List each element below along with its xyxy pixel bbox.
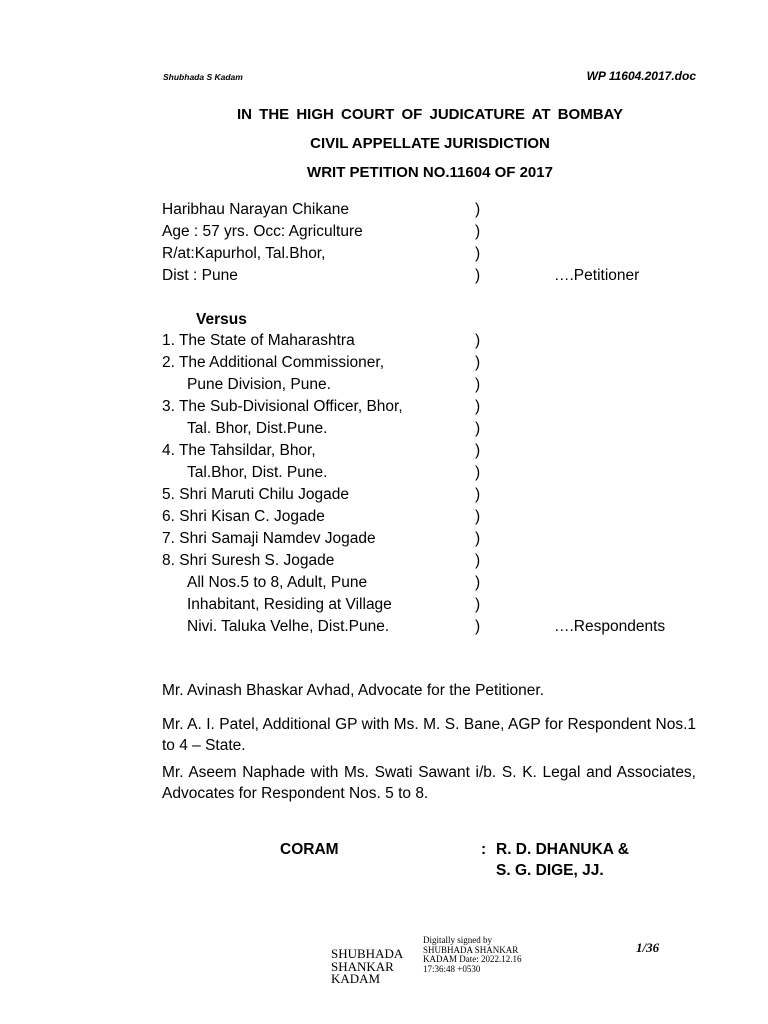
header-author: Shubhada S Kadam (163, 72, 243, 82)
respondent-line (162, 398, 682, 420)
respondent-text: Pune Division, Pune. (187, 376, 331, 393)
appearance-respondents: Mr. Aseem Naphade with Ms. Swati Sawant i/b. S. K. Legal and Associates, Advocates for Respondent Nos. 5 to 8. (162, 764, 696, 802)
respondent-text: Tal. Bhor, Dist.Pune. (187, 420, 328, 437)
respondent-line (162, 596, 682, 618)
petitioner-line (162, 223, 682, 245)
bracket: ) (475, 201, 481, 218)
petitioner-text: Age : 57 yrs. Occ: Agriculture (162, 223, 363, 240)
signature-details: Digitally signed by SHUBHADA SHANKAR KADAM Date: 2022.12.16 17:36:48 +0530 (423, 935, 522, 974)
respondent-line (162, 574, 682, 596)
bracket: ) (475, 245, 481, 262)
respondent-text: Tal.Bhor, Dist. Pune. (187, 464, 328, 481)
petitioner-role: ….Petitioner (554, 267, 640, 284)
jurisdiction-title: CIVIL APPELLATE JURISDICTION (310, 135, 550, 152)
respondent-line (162, 530, 682, 552)
petitioner-text: Haribhau Narayan Chikane (162, 201, 349, 218)
bracket: ) (475, 442, 481, 459)
petitioner-line (162, 201, 682, 223)
petitioner-text: Dist : Pune (162, 267, 238, 284)
bracket: ) (475, 596, 481, 613)
bracket: ) (475, 530, 481, 547)
coram-judge-2: S. G. DIGE, JJ. (496, 862, 604, 879)
respondent-line (162, 618, 682, 640)
respondent-text: 5. Shri Maruti Chilu Jogade (162, 486, 349, 503)
respondent-text: 4. The Tahsildar, Bhor, (162, 442, 316, 459)
respondent-text: 6. Shri Kisan C. Jogade (162, 508, 325, 525)
respondent-line (162, 508, 682, 530)
respondent-line (162, 376, 682, 398)
respondent-text: Inhabitant, Residing at Village (187, 596, 392, 613)
versus-label: Versus (196, 311, 247, 328)
respondent-line (162, 332, 682, 354)
respondent-text: All Nos.5 to 8, Adult, Pune (187, 574, 368, 591)
signature-name: SHUBHADA SHANKAR KADAM (331, 946, 403, 986)
bracket: ) (475, 486, 481, 503)
respondent-text: 2. The Additional Commissioner, (162, 354, 384, 371)
respondent-text: 8. Shri Suresh S. Jogade (162, 552, 335, 569)
appearance-state: Mr. A. I. Patel, Additional GP with Ms. M. S. Bane, AGP for Respondent Nos.1 to 4 – State. (162, 716, 696, 754)
respondent-text: 3. The Sub-Divisional Officer, Bhor, (162, 398, 403, 415)
petitioner-line (162, 267, 682, 289)
petition-number-title: WRIT PETITION NO.11604 OF 2017 (307, 164, 553, 181)
respondent-text: Nivi. Taluka Velhe, Dist.Pune. (187, 618, 390, 635)
bracket: ) (475, 420, 481, 437)
coram-label: CORAM (280, 841, 339, 858)
header-doc-name: WP 11604.2017.doc (586, 69, 696, 83)
respondent-text: 1. The State of Maharashtra (162, 332, 355, 349)
bracket: ) (475, 267, 481, 284)
page-number: 1/36 (636, 940, 660, 955)
respondent-line (162, 464, 682, 486)
respondent-line (162, 442, 682, 464)
bracket: ) (475, 508, 481, 525)
bracket: ) (475, 354, 481, 371)
bracket: ) (475, 332, 481, 349)
court-title: IN THE HIGH COURT OF JUDICATURE AT BOMBAY (236, 106, 623, 123)
respondent-text: 7. Shri Samaji Namdev Jogade (162, 530, 376, 547)
appearance-petitioner: Mr. Avinash Bhaskar Avhad, Advocate for the Petitioner. (162, 682, 544, 699)
bracket: ) (475, 398, 481, 415)
bracket: ) (475, 464, 481, 481)
bracket: ) (475, 618, 481, 635)
respondent-line (162, 420, 682, 442)
bracket: ) (475, 574, 481, 591)
bracket: ) (475, 376, 481, 393)
coram-separator: : (481, 841, 487, 858)
bracket: ) (475, 552, 481, 569)
bracket: ) (475, 223, 481, 240)
petitioner-line (162, 245, 682, 267)
respondents-role: ….Respondents (554, 618, 666, 635)
petitioner-text: R/at:Kapurhol, Tal.Bhor, (162, 245, 326, 262)
respondent-line (162, 552, 682, 574)
respondent-line (162, 486, 682, 508)
coram-judge-1: R. D. DHANUKA & (496, 841, 629, 858)
respondent-line (162, 354, 682, 376)
